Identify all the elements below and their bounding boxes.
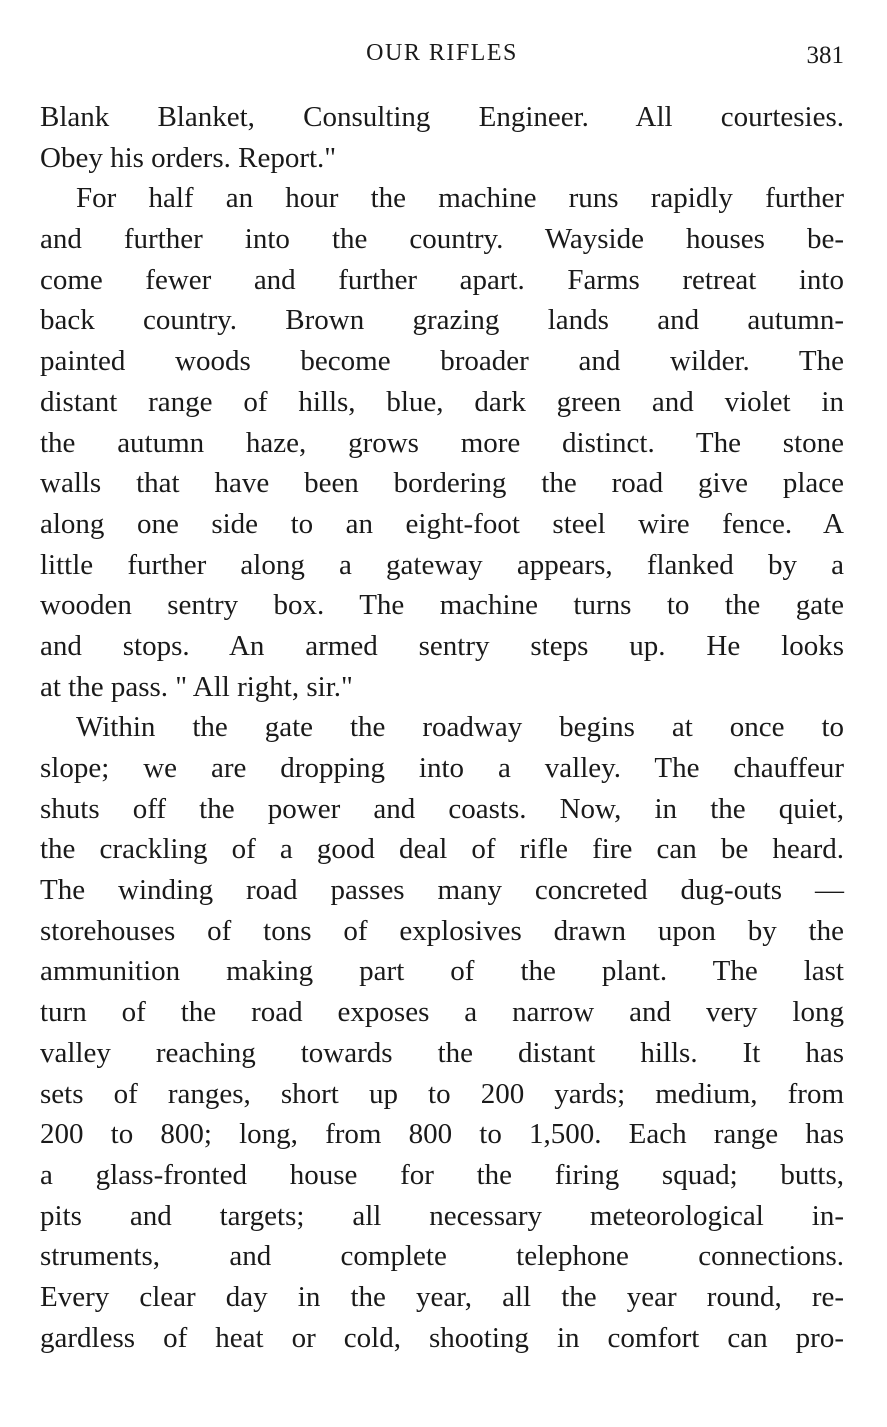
text-line: turn of the road exposes a narrow and very long	[40, 996, 844, 1029]
text-line: and stops. An armed sentry steps up. He looks	[40, 629, 844, 662]
text-line: along one side to an eight-foot steel wire fence. A	[40, 507, 844, 540]
text-line: For half an hour the machine runs rapidly further	[76, 182, 844, 215]
text-line: the autumn haze, grows more distinct. The stone	[40, 426, 844, 459]
text-line: distant range of hills, blue, dark green and violet in	[40, 385, 844, 418]
running-head	[40, 40, 844, 74]
text-line: sets of ranges, short up to 200 yards; medium, from	[40, 1077, 844, 1110]
text-line: struments, and complete telephone connections.	[40, 1240, 844, 1273]
text-line: at the pass. " All right, sir."	[40, 670, 353, 703]
text-line: valley reaching towards the distant hills. It has	[40, 1036, 844, 1069]
text-line: ammunition making part of the plant. The last	[40, 955, 844, 988]
body-text	[40, 97, 844, 1358]
text-line: come fewer and further apart. Farms retreat into	[40, 263, 844, 296]
text-line: back country. Brown grazing lands and autumn-	[40, 304, 844, 337]
text-line: storehouses of tons of explosives drawn upon by the	[40, 914, 844, 947]
text-line: Obey his orders. Report."	[40, 141, 337, 174]
text-line: Within the gate the roadway begins at once to	[76, 711, 844, 744]
text-line: The winding road passes many concreted dug-outs —	[40, 874, 844, 907]
text-line: slope; we are dropping into a valley. The chauffeur	[40, 752, 844, 784]
running-title: OUR RIFLES	[366, 40, 518, 66]
text-line: a glass-fronted house for the firing squad; butts,	[40, 1158, 844, 1191]
text-line: little further along a gateway appears, flanked by a	[40, 548, 844, 581]
page-number: 381	[806, 42, 844, 69]
text-line: the crackling of a good deal of rifle fire can be heard.	[40, 833, 844, 866]
text-line: wooden sentry box. The machine turns to the gate	[40, 589, 844, 622]
text-line: shuts off the power and coasts. Now, in the quiet,	[40, 792, 844, 825]
text-line: Blank Blanket, Consulting Engineer. All courtesies.	[40, 101, 844, 133]
text-line: and further into the country. Wayside houses be-	[40, 223, 844, 256]
text-line: gardless of heat or cold, shooting in comfort can pro-	[40, 1321, 844, 1354]
text-line: pits and targets; all necessary meteorological in-	[40, 1199, 844, 1232]
text-line: painted woods become broader and wilder. The	[40, 345, 844, 378]
text-line: 200 to 800; long, from 800 to 1,500. Each range has	[40, 1118, 844, 1151]
text-line: Every clear day in the year, all the year round, re-	[40, 1280, 844, 1313]
text-line: walls that have been bordering the road give place	[40, 467, 844, 500]
